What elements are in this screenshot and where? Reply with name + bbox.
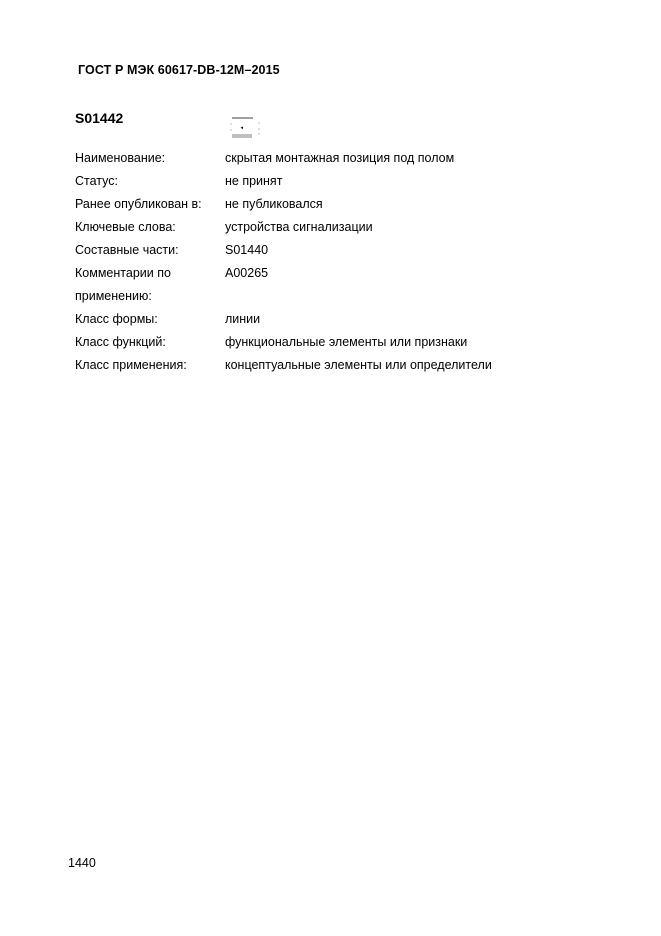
property-value: функциональные элементы или признаки — [225, 335, 468, 349]
property-value: линии — [225, 312, 261, 326]
property-row — [75, 285, 595, 308]
property-row — [75, 239, 595, 262]
property-label: Наименование: — [75, 151, 166, 165]
page-number: 1440 — [68, 856, 96, 870]
property-label: применению: — [75, 289, 152, 303]
property-label: Комментарии по — [75, 266, 171, 280]
property-row — [75, 262, 595, 285]
properties-table — [75, 147, 595, 377]
symbol-code: S01442 — [75, 110, 124, 126]
property-row — [75, 308, 595, 331]
property-value: не принят — [225, 174, 283, 188]
property-row — [75, 216, 595, 239]
property-label: Статус: — [75, 174, 118, 188]
document-header: ГОСТ Р МЭК 60617-DB-12M–2015 — [78, 63, 280, 77]
property-value: концептуальные элементы или определители — [225, 358, 492, 372]
property-label: Класс применения: — [75, 358, 187, 372]
property-label: Класс формы: — [75, 312, 158, 326]
property-row — [75, 354, 595, 377]
property-row — [75, 147, 595, 170]
property-value: устройства сигнализации — [225, 220, 373, 234]
property-value — [225, 285, 595, 308]
property-label: Класс функций: — [75, 335, 166, 349]
property-row — [75, 170, 595, 193]
property-row — [75, 331, 595, 354]
property-row — [75, 193, 595, 216]
property-label: Составные части: — [75, 243, 179, 257]
property-value: S01440 — [225, 243, 269, 257]
property-value: не публиковался — [225, 197, 323, 211]
symbol-figure-icon — [226, 110, 266, 140]
property-value: скрытая монтажная позиция под полом — [225, 151, 455, 165]
property-label: Ключевые слова: — [75, 220, 176, 234]
property-value: A00265 — [225, 266, 269, 280]
property-label: Ранее опубликован в: — [75, 197, 202, 211]
